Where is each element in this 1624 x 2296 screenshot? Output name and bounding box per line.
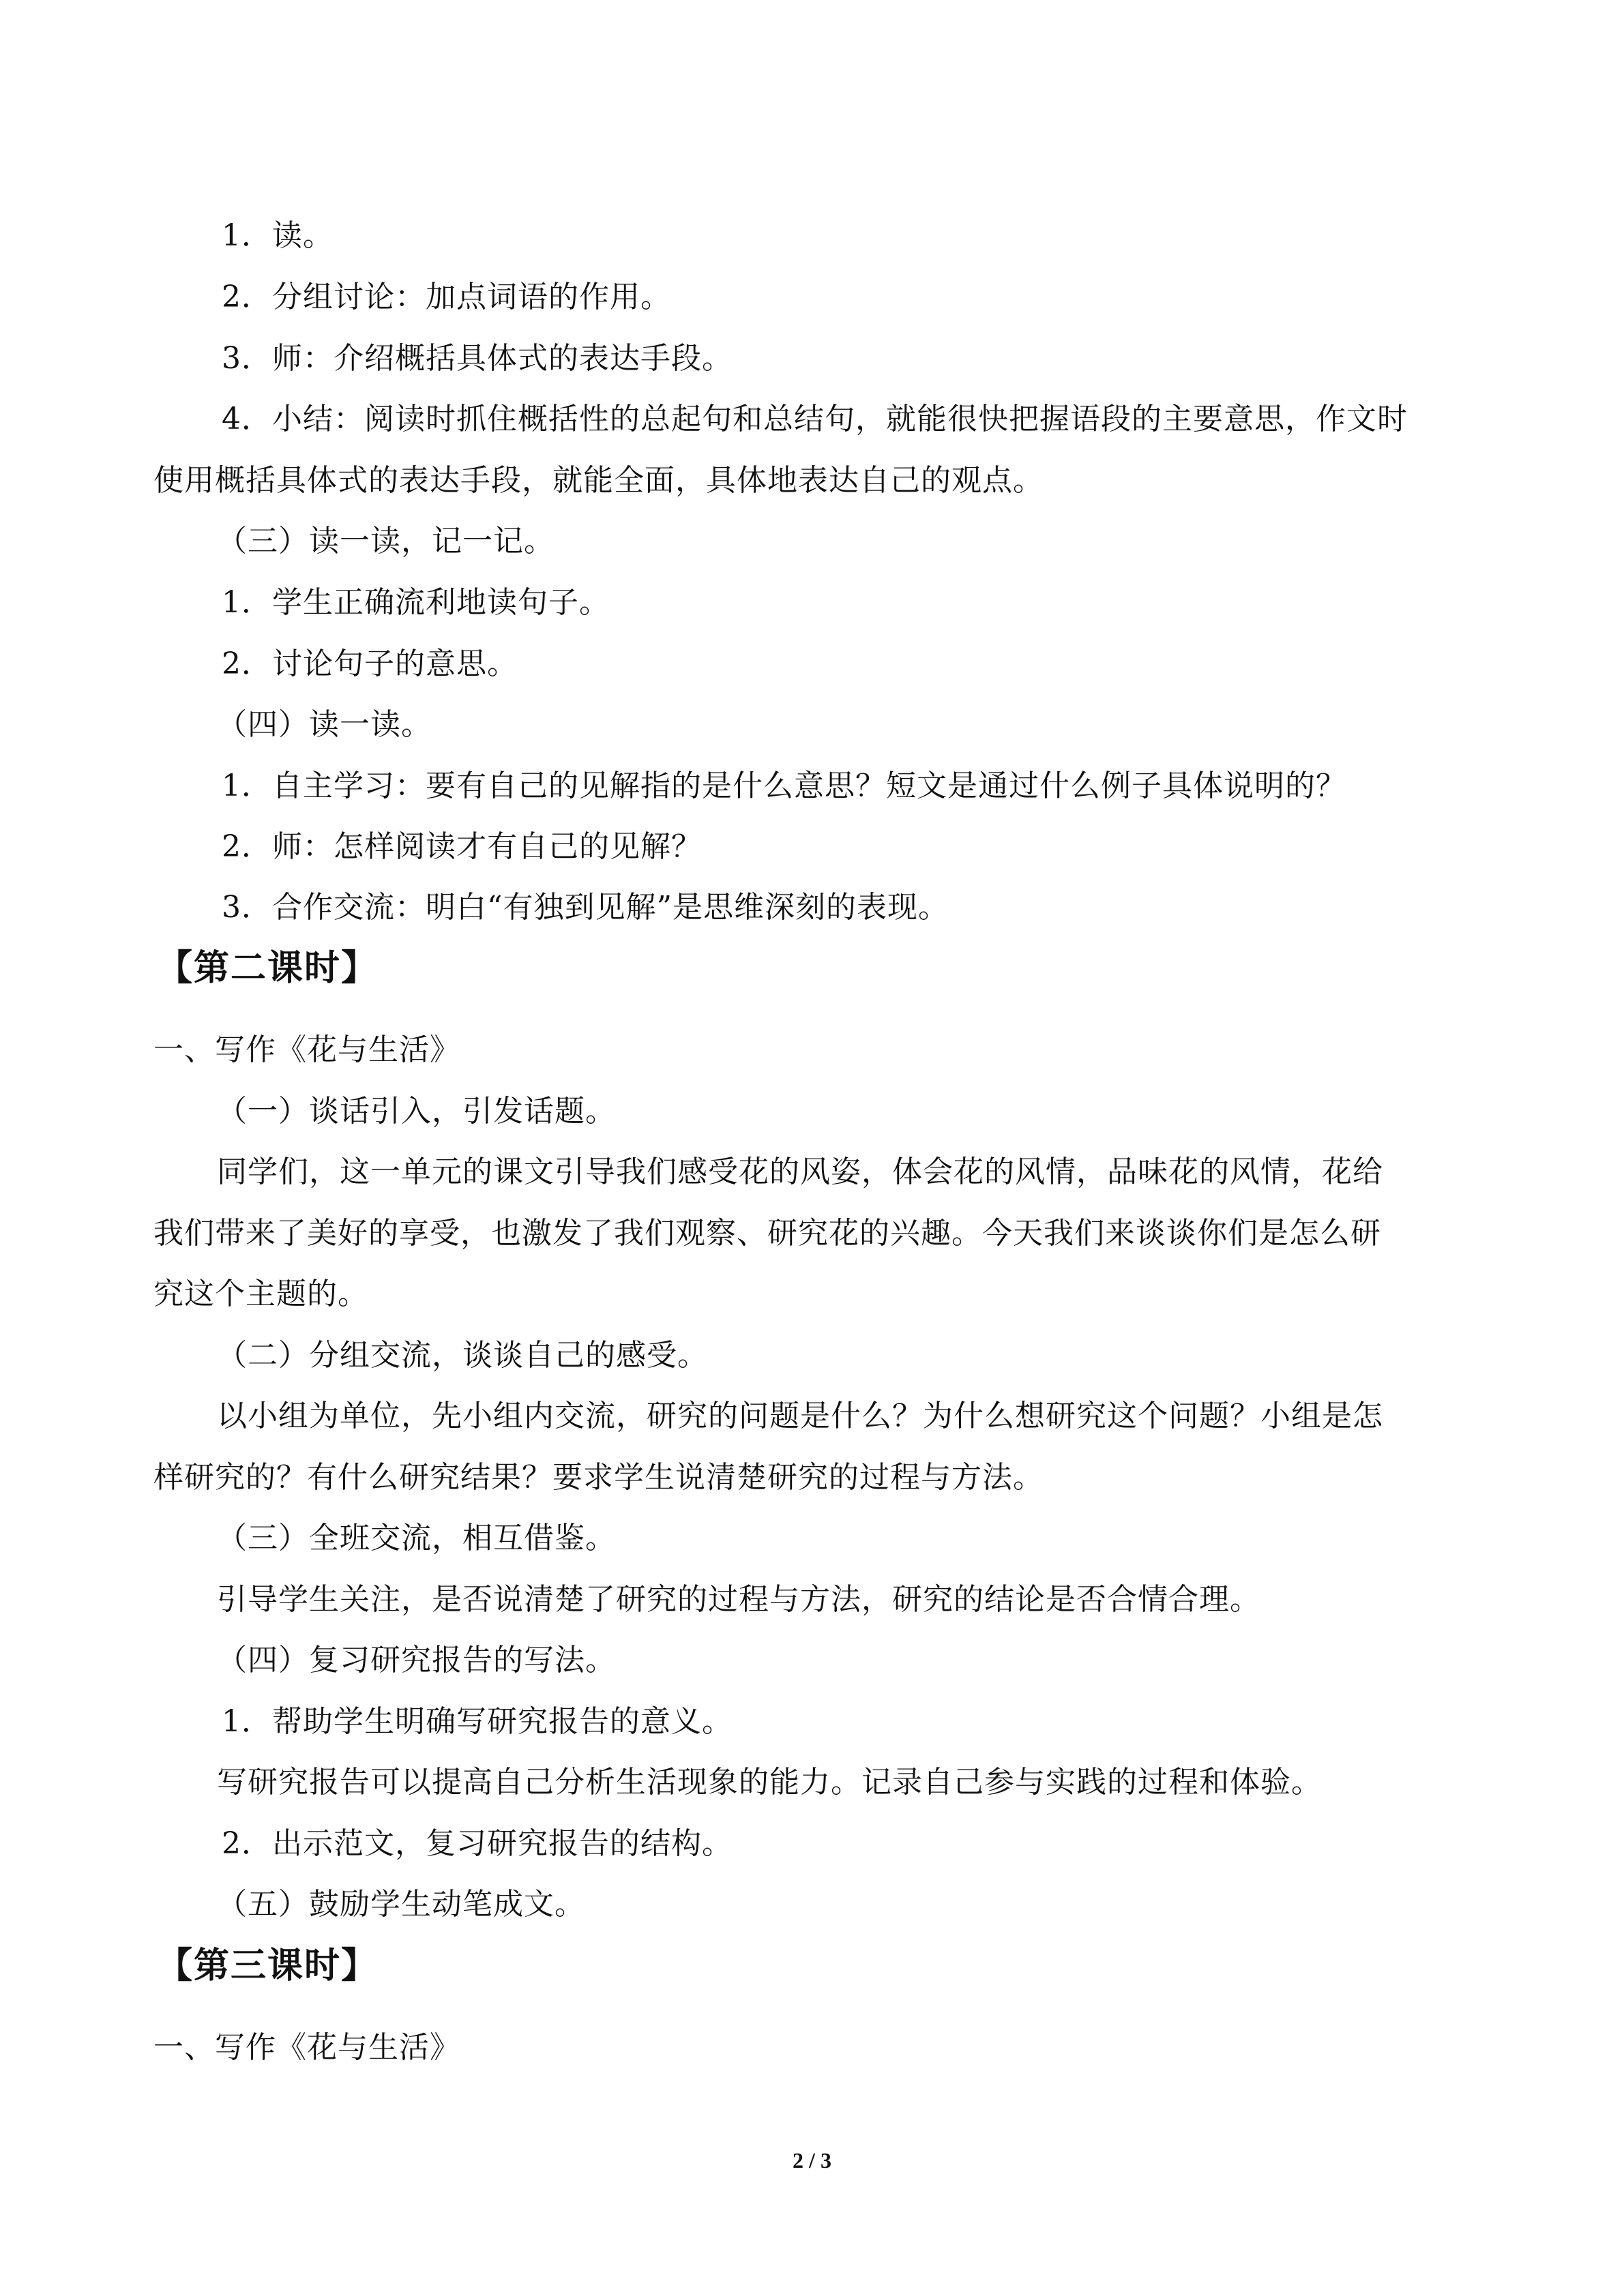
text-line: 2．出示范文，复习研究报告的结构。 xyxy=(222,1826,733,1861)
text-line: 使用概括具体式的表达手段，就能全面，具体地表达自己的观点。 xyxy=(153,463,1044,498)
text-line: 2．分组讨论：加点词语的作用。 xyxy=(222,280,671,314)
text-line: 引导学生关注，是否说清楚了研究的过程与方法，研究的结论是否合情合理。 xyxy=(217,1582,1260,1617)
text-line: （二）分组交流，谈谈自己的感受。 xyxy=(217,1338,708,1373)
text-line: 1．自主学习：要有自己的见解指的是什么意思？短文是通过什么例子具体说明的？ xyxy=(222,769,1346,803)
text-line: 1．帮助学生明确写研究报告的意义。 xyxy=(222,1704,733,1739)
text-line: 一、写作《花与生活》 xyxy=(153,1032,460,1067)
text-line: 我们带来了美好的享受，也激发了我们观察、研究花的兴趣。今天我们来谈谈你们是怎么研 xyxy=(153,1216,1381,1251)
text-line: （五）鼓励学生动笔成文。 xyxy=(217,1887,585,1922)
text-line: 样研究的？有什么研究结果？要求学生说清楚研究的过程与方法。 xyxy=(153,1460,1044,1495)
text-line: 3．师：介绍概括具体式的表达手段。 xyxy=(222,341,733,376)
text-line: 3．合作交流：明白“有独到见解”是思维深刻的表现。 xyxy=(222,890,949,925)
text-line: 写研究报告可以提高自己分析生活现象的能力。记录自己参与实践的过程和体验。 xyxy=(217,1765,1322,1800)
text-line: （三）读一读，记一记。 xyxy=(217,524,555,558)
section-heading: 【第二课时】 xyxy=(157,948,379,989)
text-line: 一、写作《花与生活》 xyxy=(153,2030,460,2065)
text-line: 究这个主题的。 xyxy=(153,1277,368,1311)
text-line: 以小组为单位，先小组内交流，研究的问题是什么？为什么想研究这个问题？小组是怎 xyxy=(217,1399,1383,1433)
text-line: 同学们，这一单元的课文引导我们感受花的风姿，体会花的风情，品味花的风情，花给 xyxy=(217,1154,1383,1189)
text-line: 2．师：怎样阅读才有自己的见解？ xyxy=(222,829,702,864)
text-line: （三）全班交流，相互借鉴。 xyxy=(217,1521,616,1555)
page-number: 2 / 3 xyxy=(793,2148,831,2173)
text-line: 1．读。 xyxy=(222,218,334,253)
text-line: 2．讨论句子的意思。 xyxy=(222,646,518,681)
section-heading: 【第三课时】 xyxy=(157,1945,379,1986)
text-line: （四）复习研究报告的写法。 xyxy=(217,1643,616,1678)
text-line: （一）谈话引入，引发话题。 xyxy=(217,1094,616,1129)
text-line: 4．小结：阅读时抓住概括性的总起句和总结句，就能很快把握语段的主要意思，作文时 xyxy=(222,402,1408,436)
text-line: （四）读一读。 xyxy=(217,707,432,742)
text-line: 1．学生正确流利地读句子。 xyxy=(222,585,610,620)
